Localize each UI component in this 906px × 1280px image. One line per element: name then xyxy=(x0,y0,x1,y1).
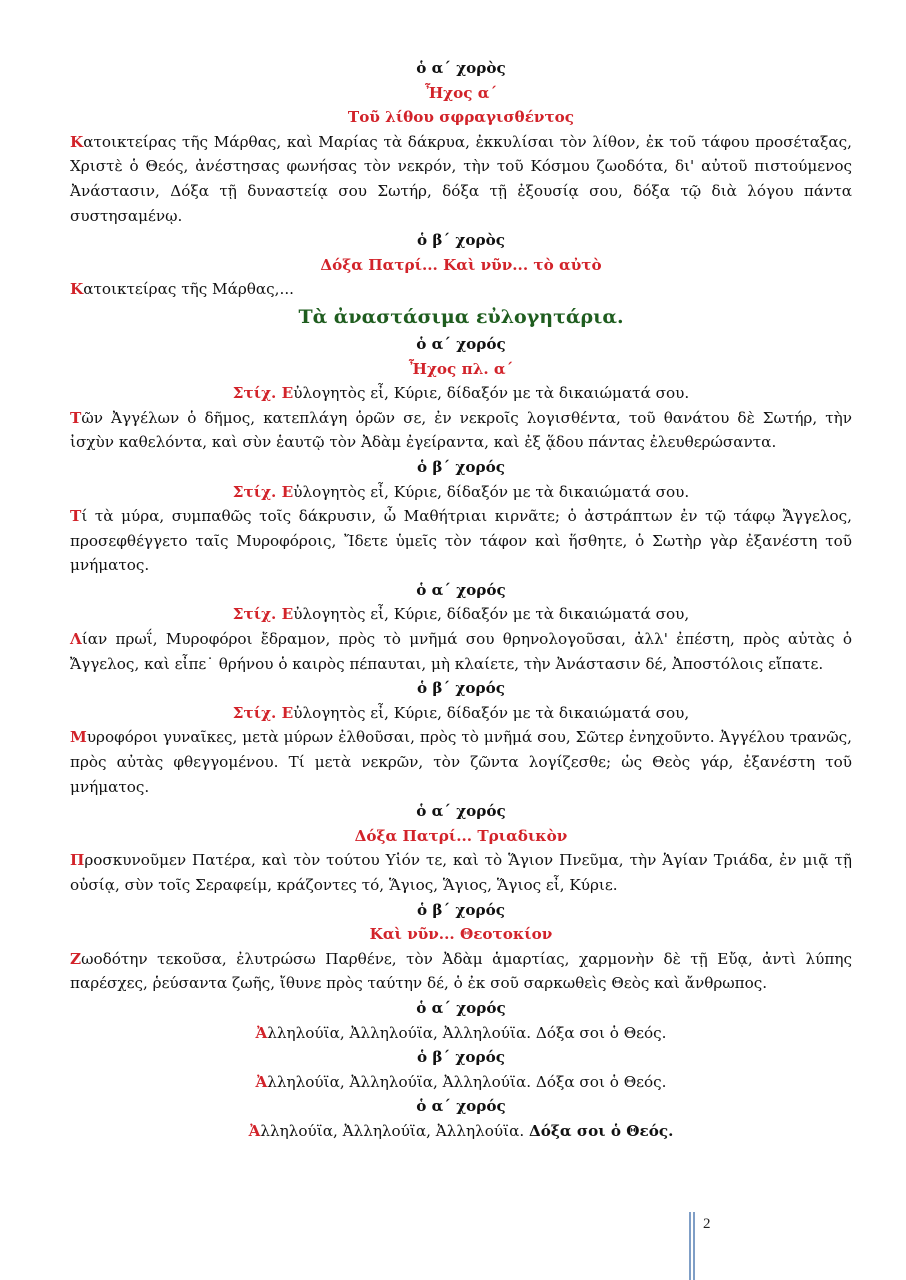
verse-line xyxy=(70,381,852,406)
hymn-paragraph xyxy=(70,504,852,578)
page-number: 2 xyxy=(703,1216,711,1232)
choir-heading: ὁ β΄ χορὸς xyxy=(417,231,505,250)
hymn-text: ί τὰ μύρα, συμπαθῶς τοῖς δάκρυσιν, ὦ Μαθήτριαι κιρνᾶτε; ὁ ἀστράπτων ἐν τῷ τάφῳ Ἄγγελος, προσεφθέγγετο ταῖς Μυροφόροις, Ἴδετε ὑμεῖς τὸν τάφον καὶ ἥσθητε, ὁ Σωτὴρ γὰρ ἐξανέστη τοῦ μνήματος. xyxy=(70,507,852,575)
drop-initial: Ζ xyxy=(70,949,82,968)
alleluia-text: λληλούϊα, Ἀλληλούϊα, Ἀλληλούϊα. Δόξα σοι ὁ Θεός. xyxy=(267,1023,667,1042)
hymn-text: ωοδότην τεκοῦσα, ἐλυτρώσω Παρθένε, τὸν Ἀδὰμ ἁμαρτίας, χαρμονὴν δὲ τῇ Εὔᾳ, ἀντὶ λύπης παρέσχες, ῥεύσαντα ζωῆς, ἴθυνε πρὸς ταύτην δέ, ὁ ἐκ σοῦ σαρκωθεὶς Θεὸς καὶ ἄνθρωπος. xyxy=(70,949,852,993)
drop-initial: Τ xyxy=(70,408,82,427)
verse-line xyxy=(70,480,852,505)
hymn-text: υροφόροι γυναῖκες, μετὰ μύρων ἐλθοῦσαι, πρὸς τὸ μνῆμά σου, Σῶτερ ἐνηχοῦντο. Ἀγγέλου τρανῶς, πρὸς αὐτὰς φθεγγομένου. Τί μετὰ νεκρῶν, τὸν ζῶντα λογίζεσθε; ὡς Θεὸς γάρ, ἐξανέστη τοῦ μνήματος. xyxy=(70,728,852,796)
hymn-paragraph xyxy=(70,947,852,996)
hymn-paragraph xyxy=(70,848,852,897)
verse-label: Στίχ. Ε xyxy=(232,482,294,501)
choir-heading: ὁ α΄ χορός xyxy=(416,998,506,1017)
choir-heading: ὁ β΄ χορός xyxy=(417,900,505,919)
doxa-heading: Δόξα Πατρί... Καὶ νῦν... τὸ αὐτὸ xyxy=(320,255,602,274)
hymn-text: ίαν πρωΐ, Μυροφόροι ἔδραμον, πρὸς τὸ μνῆμά σου θρηνολογοῦσαι, ἀλλ' ἐπέστη, πρὸς αὐτὰς ὁ Ἄγγελος, καὶ εἶπε˙ θρήνου ὁ καιρὸς πέπαυται, μὴ κλαίετε, τὴν Ἀνάστασιν δέ, Ἀποστόλοις εἴπατε. xyxy=(70,630,852,673)
drop-initial: Κ xyxy=(70,132,84,151)
choir-heading: ὁ β΄ χορός xyxy=(417,679,505,698)
verse-label: Στίχ. Ε xyxy=(232,384,294,403)
drop-initial: Ἀ xyxy=(248,1121,261,1140)
verse-text: ὐλογητὸς εἶ, Κύριε, δίδαξόν με τὰ δικαιώματά σου, xyxy=(293,703,690,722)
verse-label: Στίχ. Ε xyxy=(232,703,294,722)
choir-heading: ὁ α΄ χορὸς xyxy=(416,59,506,77)
alleluia-text: λληλούϊα, Ἀλληλούϊα, Ἀλληλούϊα. xyxy=(260,1121,529,1140)
choir-heading: ὁ α΄ χορός xyxy=(416,580,506,599)
choir-heading: ὁ α΄ χορός xyxy=(416,802,506,821)
alleluia-text: λληλούϊα, Ἀλληλούϊα, Ἀλληλούϊα. Δόξα σοι ὁ Θεός. xyxy=(267,1072,667,1091)
alleluia-line xyxy=(70,1021,852,1046)
drop-initial: Λ xyxy=(70,630,82,649)
section-title: Τὰ ἀναστάσιμα εὐλογητάρια. xyxy=(298,305,624,328)
alleluia-line xyxy=(70,1119,852,1144)
drop-initial: Ἀ xyxy=(255,1072,268,1091)
drop-initial: Ἀ xyxy=(255,1023,268,1042)
drop-initial: Μ xyxy=(70,728,87,747)
verse-text: ὐλογητὸς εἶ, Κύριε, δίδαξόν με τὰ δικαιώματά σου, xyxy=(293,605,690,624)
verse-text: ὐλογητὸς εἶ, Κύριε, δίδαξόν με τὰ δικαιώματά σου. xyxy=(293,482,690,501)
drop-initial: Τ xyxy=(70,507,82,526)
choir-heading: ὁ β΄ χορός xyxy=(417,1048,505,1067)
hymn-text: ῶν Ἀγγέλων ὁ δῆμος, κατεπλάγη ὁρῶν σε, ἐν νεκροῖς λογισθέντα, τοῦ θανάτου δὲ Σωτήρ, τὴν ἰσχὺν καθελόντα, καὶ σὺν ἑαυτῷ τὸν Ἀδὰμ ἐγείραντα, καὶ ἐξ ᾅδου πάντας ἐλευθερώσαντα. xyxy=(70,408,852,452)
hymn-paragraph xyxy=(70,627,852,676)
hymn-paragraph xyxy=(70,130,852,228)
page-footer xyxy=(689,1212,769,1280)
verse-label: Στίχ. Ε xyxy=(232,605,294,624)
tone-heading: Ἦχος α΄ xyxy=(424,83,498,102)
footer-rule xyxy=(689,1212,691,1280)
footer-rule xyxy=(693,1212,695,1280)
hymn-paragraph xyxy=(70,277,852,302)
choir-heading: ὁ α΄ χορός xyxy=(416,1097,506,1116)
document-page xyxy=(70,56,852,1144)
alleluia-line xyxy=(70,1070,852,1095)
drop-initial: Κ xyxy=(70,280,84,299)
drop-initial: Π xyxy=(70,851,85,870)
hymn-text: ροσκυνοῦμεν Πατέρα, καὶ τὸν τούτου Υἱόν τε, καὶ τὸ Ἅγιον Πνεῦμα, τὴν Ἁγίαν Τριάδα, ἐν μιᾷ τῇ οὐσίᾳ, σὺν τοῖς Σεραφείμ, κράζοντες τό, Ἅγιος, Ἅγιος, Ἅγιος εἶ, Κύριε. xyxy=(70,851,852,894)
hymn-paragraph xyxy=(70,406,852,455)
theotokion-heading: Καὶ νῦν... Θεοτοκίον xyxy=(369,925,553,944)
verse-text: ὐλογητὸς εἶ, Κύριε, δίδαξόν με τὰ δικαιώματά σου. xyxy=(293,384,690,403)
verse-line xyxy=(70,701,852,726)
doxa-heading: Δόξα Πατρί... Τριαδικὸν xyxy=(354,826,568,845)
choir-heading: ὁ α΄ χορός xyxy=(416,334,506,353)
verse-line xyxy=(70,602,852,627)
choir-heading: ὁ β΄ χορός xyxy=(417,457,505,476)
hymn-paragraph xyxy=(70,725,852,799)
hymn-text: ατοικτείρας τῆς Μάρθας,... xyxy=(83,280,294,299)
hymn-text: ατοικτείρας τῆς Μάρθας, καὶ Μαρίας τὰ δάκρυα, ἐκκυλίσαι τὸν λίθον, ἐκ τοῦ τάφου προσέταξας, Χριστὲ ὁ Θεός, ἀνέστησας φωνήσας τὸν νεκρόν, τὴν τοῦ Κόσμου ζωοδότα, δι' αὐτοῦ πιστούμενος Ἀνάστασιν, Δόξα τῇ δυναστείᾳ σου Σωτήρ, δόξα τῇ ἐξουσίᾳ σου, δόξα τῷ διὰ λόγου πάντα συστησαμένῳ. xyxy=(70,132,852,225)
tone-heading: Ἦχος πλ. α΄ xyxy=(408,359,514,378)
alleluia-doxology: Δόξα σοι ὁ Θεός. xyxy=(528,1121,674,1140)
melody-heading: Τοῦ λίθου σφραγισθέντος xyxy=(347,108,575,127)
